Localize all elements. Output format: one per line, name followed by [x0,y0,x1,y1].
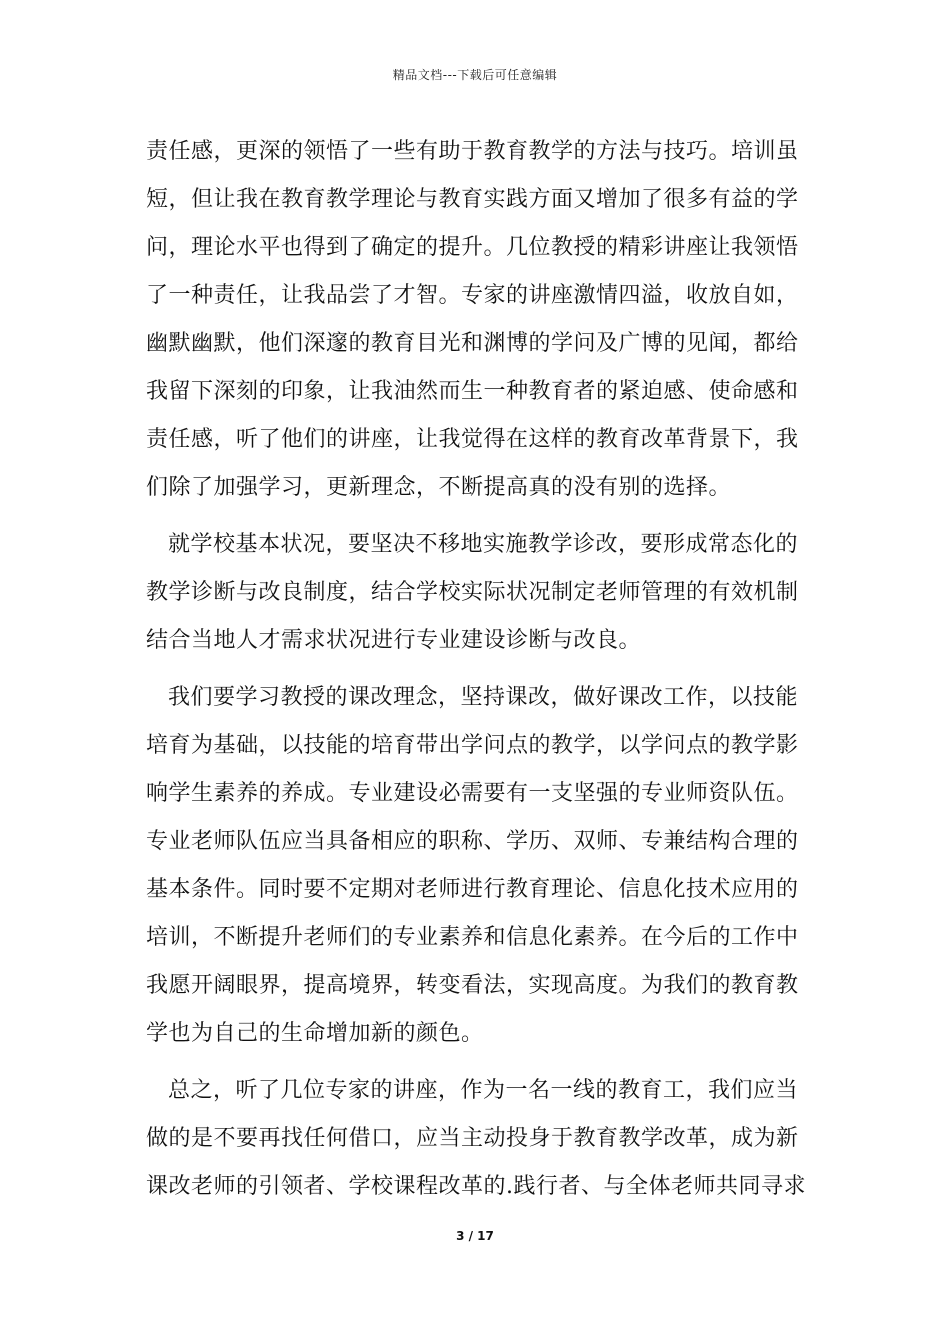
text-line: 了一种责任，让我品尝了才智。专家的讲座激情四溢，收放自如， [146,283,799,308]
text-line: 学也为自己的生命增加新的颜色。 [146,1021,484,1046]
text-line: 我愿开阔眼界，提高境界，转变看法，实现高度。为我们的教育教 [146,973,799,998]
text-line: 专业老师队伍应当具备相应的职称、学历、双师、专兼结构合理的 [146,829,799,854]
paragraph-gap [146,512,806,521]
text-line: 们除了加强学习，更新理念，不断提高真的没有别的选择。 [146,475,732,500]
paragraph [146,521,806,665]
page-number: 3 / 17 [456,1229,494,1243]
paragraph [146,674,806,1058]
text-line: 教学诊断与改良制度，结合学校实际状况制定老师管理的有效机制 [146,580,799,605]
text-line: 响学生素养的养成。专业建设必需要有一支坚强的专业师资队伍。 [146,781,799,806]
text-line: 短，但让我在教育教学理论与教育实践方面又增加了很多有益的学 [146,187,799,212]
paragraph-gap [146,1058,806,1067]
text-line: 总之，听了几位专家的讲座，作为一名一线的教育工，我们应当 [168,1078,799,1103]
text-line: 就学校基本状况，要坚决不移地实施教学诊改，要形成常态化的 [168,532,799,557]
text-line: 问，理论水平也得到了确定的提升。几位教授的精彩讲座让我领悟 [146,235,799,260]
paragraph [146,128,806,512]
text-line: 责任感，更深的领悟了一些有助于教育教学的方法与技巧。培训虽 [146,139,799,164]
paragraph [146,1067,806,1211]
text-line: 培训，不断提升老师们的专业素养和信息化素养。在今后的工作中 [146,925,799,950]
page-header: 精品文档---下载后可任意编辑 [392,68,558,82]
text-line: 我们要学习教授的课改理念，坚持课改，做好课改工作，以技能 [168,685,799,710]
text-line: 结合当地人才需求状况进行专业建设诊断与改良。 [146,628,642,653]
text-line: 做的是不要再找任何借口，应当主动投身于教育教学改革，成为新 [146,1126,799,1151]
text-line: 课改老师的引领者、学校课程改革的.践行者、与全体老师共同寻求 [146,1174,806,1199]
text-line: 培育为基础，以技能的培育带出学问点的教学，以学问点的教学影 [146,733,799,758]
text-line: 基本条件。同时要不定期对老师进行教育理论、信息化技术应用的 [146,877,799,902]
text-line: 我留下深刻的印象，让我油然而生一种教育者的紧迫感、使命感和 [146,379,799,404]
text-line: 责任感，听了他们的讲座，让我觉得在这样的教育改革背景下，我 [146,427,799,452]
text-line: 幽默幽默，他们深邃的教育目光和渊博的学问及广博的见闻，都给 [146,331,799,356]
paragraph-gap [146,665,806,674]
document-body [146,128,806,1211]
